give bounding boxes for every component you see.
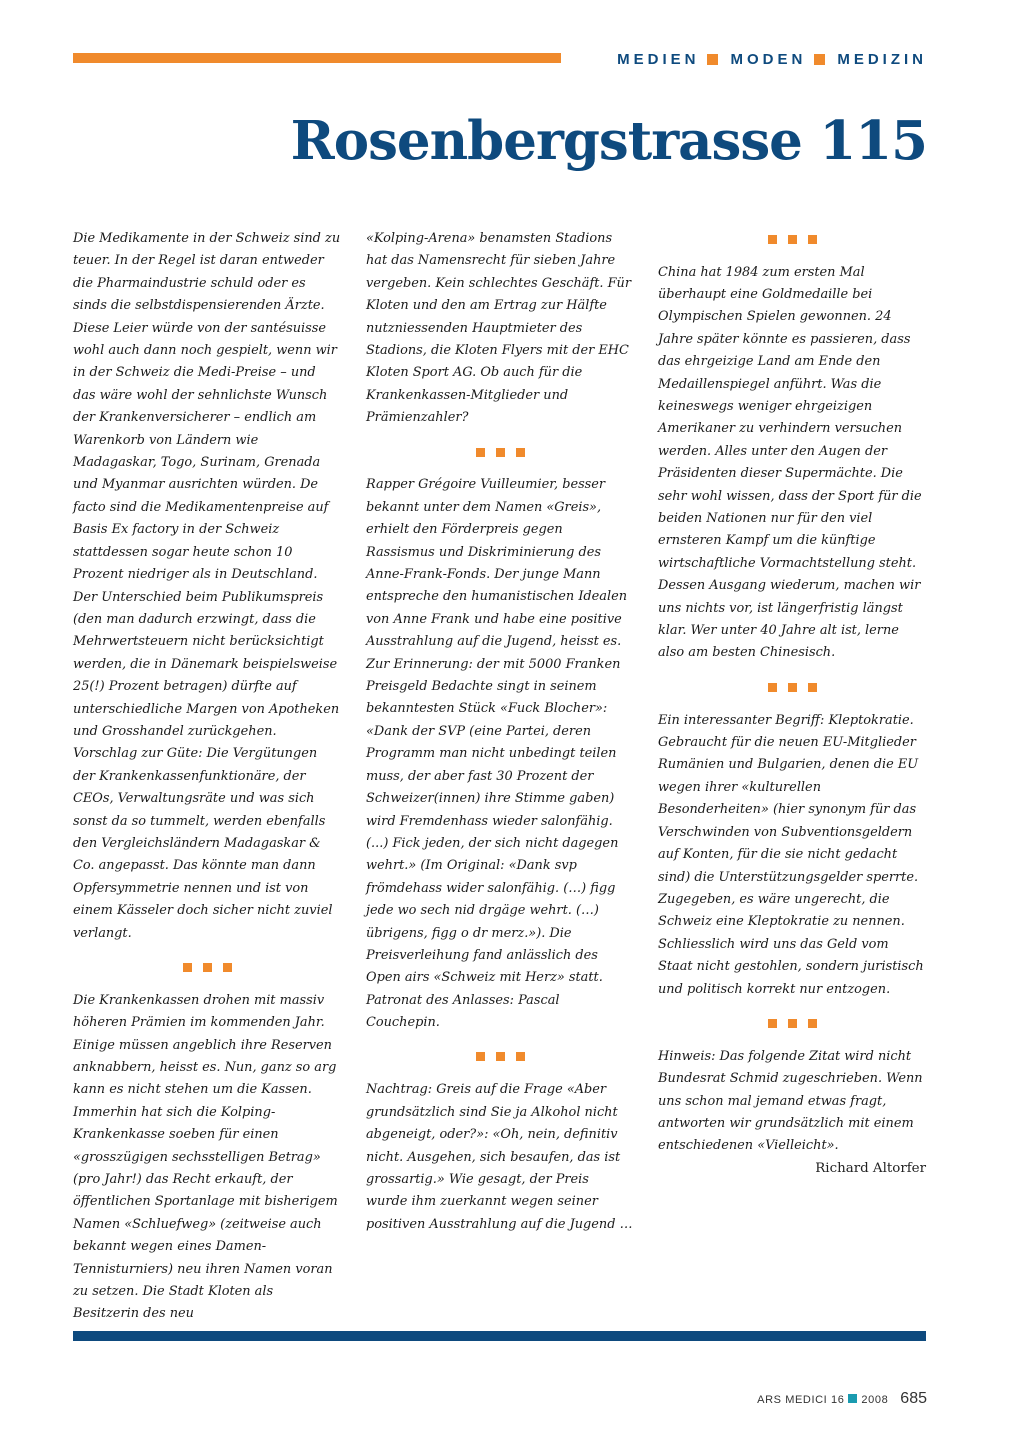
paragraph: Die Krankenkassen drohen mit massiv höheren Prämien im kommenden Jahr. Einige müssen angeblich ihre Reserven anknabbern, heisst es. Nun, ganz so arg kann es nicht stehen um die Kassen. Immerhin hat sich die Kolping-Krankenkasse soeben für einen «grosszügigen sechsstelligen Betrag» (pro Jahr!) das Recht erkauft, der öffentlichen Sportanlage mit bisherigem Namen «Schluefweg» (zeitweise auch bekannt wegen eines Damen-Tennisturniers) neu ihren Namen voran zu setzen. Die Stadt Kloten als Besitzerin des neu xyxy=(73,992,338,1322)
page-title: Rosenbergstrasse 115 xyxy=(290,110,927,172)
issue-year: 2008 xyxy=(861,1394,889,1406)
paragraph-separator xyxy=(73,956,341,978)
section-nav xyxy=(584,49,927,69)
paragraph-separator xyxy=(658,676,926,698)
paragraph: Die Medikamente in der Schweiz sind zu teuer. In der Regel ist daran entweder die Pharmaindustrie schuld oder es sinds die selbstdispensierenden Ärzte. Diese Leier würde von der santésuisse wohl auch dann noch gespielt, wenn wir in der Schweiz die Medi-Preise – und das wäre wohl der sehnlichste Wunsch der Krankenversicherer – endlich am Warenkorb von Ländern wie Madagaskar, Togo, Surinam, Grenada und Myanmar ausrichten würden. De facto sind die Medikamentenpreise auf Basis Ex factory in der Schweiz stattdessen sogar heute schon 10 Prozent niedriger als in Deutschland. Der Unterschied beim Publikumspreis (den man dadurch erzwingt, dass die Mehrwertsteuern nicht berücksichtigt werden, die in Dänemark beispielsweise 25(!) Prozent betragen) dürfte auf unterschiedliche Margen von Apotheken und Grosshandel zurückgehen. Vorschlag zur Güte: Die Vergütungen der Krankenkassenfunktionäre, der CEOs, Verwaltungsräte und was sich sonst da so tummelt, werden ebenfalls den Vergleichsländern Madagaskar & Co. angepasst. Das könnte man dann Opfersymmetrie nennen und ist von einem Kässeler doch sicher nicht zuviel verlangt. xyxy=(73,231,341,941)
bottom-blue-rule xyxy=(73,1331,926,1341)
author-signature: Richard Altorfer xyxy=(815,1160,926,1176)
text-column-3 xyxy=(658,228,926,1180)
paragraph: Ein interessanter Begriff: Kleptokratie. Gebraucht für die neuen EU-Mitglieder Rumänien und Bulgarien, denen die EU wegen ihrer «kulturellen Besonderheiten» (hier synonym für das Verschwinden von Subventionsgeldern auf Konten, für die sie nicht gedacht sind) die Unterstützungsgelder sperrte. Zugegeben, es wäre ungerecht, die Schweiz eine Kleptokratie zu nennen. Schliesslich wird uns das Geld vom Staat nicht gestohlen, sondern juristisch und politisch korrekt nur entzogen. xyxy=(658,712,924,997)
page-footer xyxy=(757,1390,927,1410)
section-label-medien: MEDIEN xyxy=(617,50,700,68)
paragraph-separator xyxy=(366,441,634,463)
text-column-2 xyxy=(366,228,634,1236)
paragraph-separator xyxy=(658,228,926,250)
section-separator-square xyxy=(814,54,825,65)
section-separator-square xyxy=(707,54,718,65)
paragraph: «Kolping-Arena» benamsten Stadions hat das Namensrecht für sieben Jahre vergeben. Kein schlechtes Geschäft. Für Kloten und den am Ertrag zur Hälfte nutzniessenden Hauptmieter des Stadions, die Kloten Flyers mit der EHC Kloten Sport AG. Ob auch für die Krankenkassen-Mitglieder und Prämienzahler? xyxy=(366,231,632,426)
journal-name: ARS MEDICI 16 xyxy=(757,1394,845,1406)
paragraph: Rapper Grégoire Vuilleumier, besser bekannt unter dem Namen «Greis», erhielt den Förderpreis gegen Rassismus und Diskriminierung des Anne-Frank-Fonds. Der junge Mann entspreche den humanistischen Idealen von Anne Frank und habe eine positive Ausstrahlung auf die Jugend, heisst es. Zur Erinnerung: der mit 5000 Franken Preisgeld Bedachte singt in seinem bekanntesten Stück «Fuck Blocher»: «Dank der SVP (eine Partei, deren Programm man nicht unbedingt teilen muss, der aber fast 30 Prozent der Schweizer(innen) ihre Stimme gaben) wird Fremdenhass wieder salonfähig. (...) Fick jeden, der sich nicht dagegen wehrt.» (Im Original: «Dank svp frömdehass wider salonfähig. (…) figg jede wo sech nid drgäge wehrt. (…) übrigens, figg o dr merz.»). Die Preisverleihung fand anlässlich des Open airs «Schweiz mit Herz» statt. Patronat des Anlasses: Pascal Couchepin. xyxy=(366,477,628,1031)
text-column-1 xyxy=(73,228,341,1326)
section-label-moden: MODEN xyxy=(730,50,807,68)
page-number: 685 xyxy=(900,1390,927,1407)
paragraph-separator xyxy=(658,1012,926,1034)
paragraph: Hinweis: Das folgende Zitat wird nicht Bundesrat Schmid zugeschrieben. Wenn uns schon mal jemand etwas fragt, antworten wir grundsätzlich mit einem entschiedenen «Vielleicht». xyxy=(658,1048,923,1154)
paragraph: China hat 1984 zum ersten Mal überhaupt eine Goldmedaille bei Olympischen Spielen gewonnen. 24 Jahre später könnte es passieren, dass das ehrgeizige Land am Ende den Medaillenspiegel anführt. Was die keineswegs weniger ehrgeizigen Amerikaner zu verhindern versuchen werden. Alles unter den Augen der Präsidenten dieser Supermächte. Die sehr wohl wissen, dass der Sport für die beiden Nationen nur für den viel ernsteren Kampf um die künftige wirtschaftliche Vormachtstellung steht. Dessen Ausgang wiederum, machen wir uns nichts vor, ist längerfristig längst klar. Wer unter 40 Jahre alt ist, lerne also am besten Chinesisch. xyxy=(658,264,922,661)
section-label-medizin: MEDIZIN xyxy=(837,50,927,68)
footer-square xyxy=(848,1394,857,1403)
paragraph-separator xyxy=(366,1046,634,1068)
paragraph: Nachtrag: Greis auf die Frage «Aber grundsätzlich sind Sie ja Alkohol nicht abgeneigt, oder?»: «Oh, nein, definitiv nicht. Ausgehen, sich besaufen, das ist grossartig.» Wie gesagt, der Preis wurde ihm zuerkannt wegen seiner positiven Ausstrahlung auf die Jugend … xyxy=(366,1082,633,1232)
top-orange-rule xyxy=(73,53,561,63)
